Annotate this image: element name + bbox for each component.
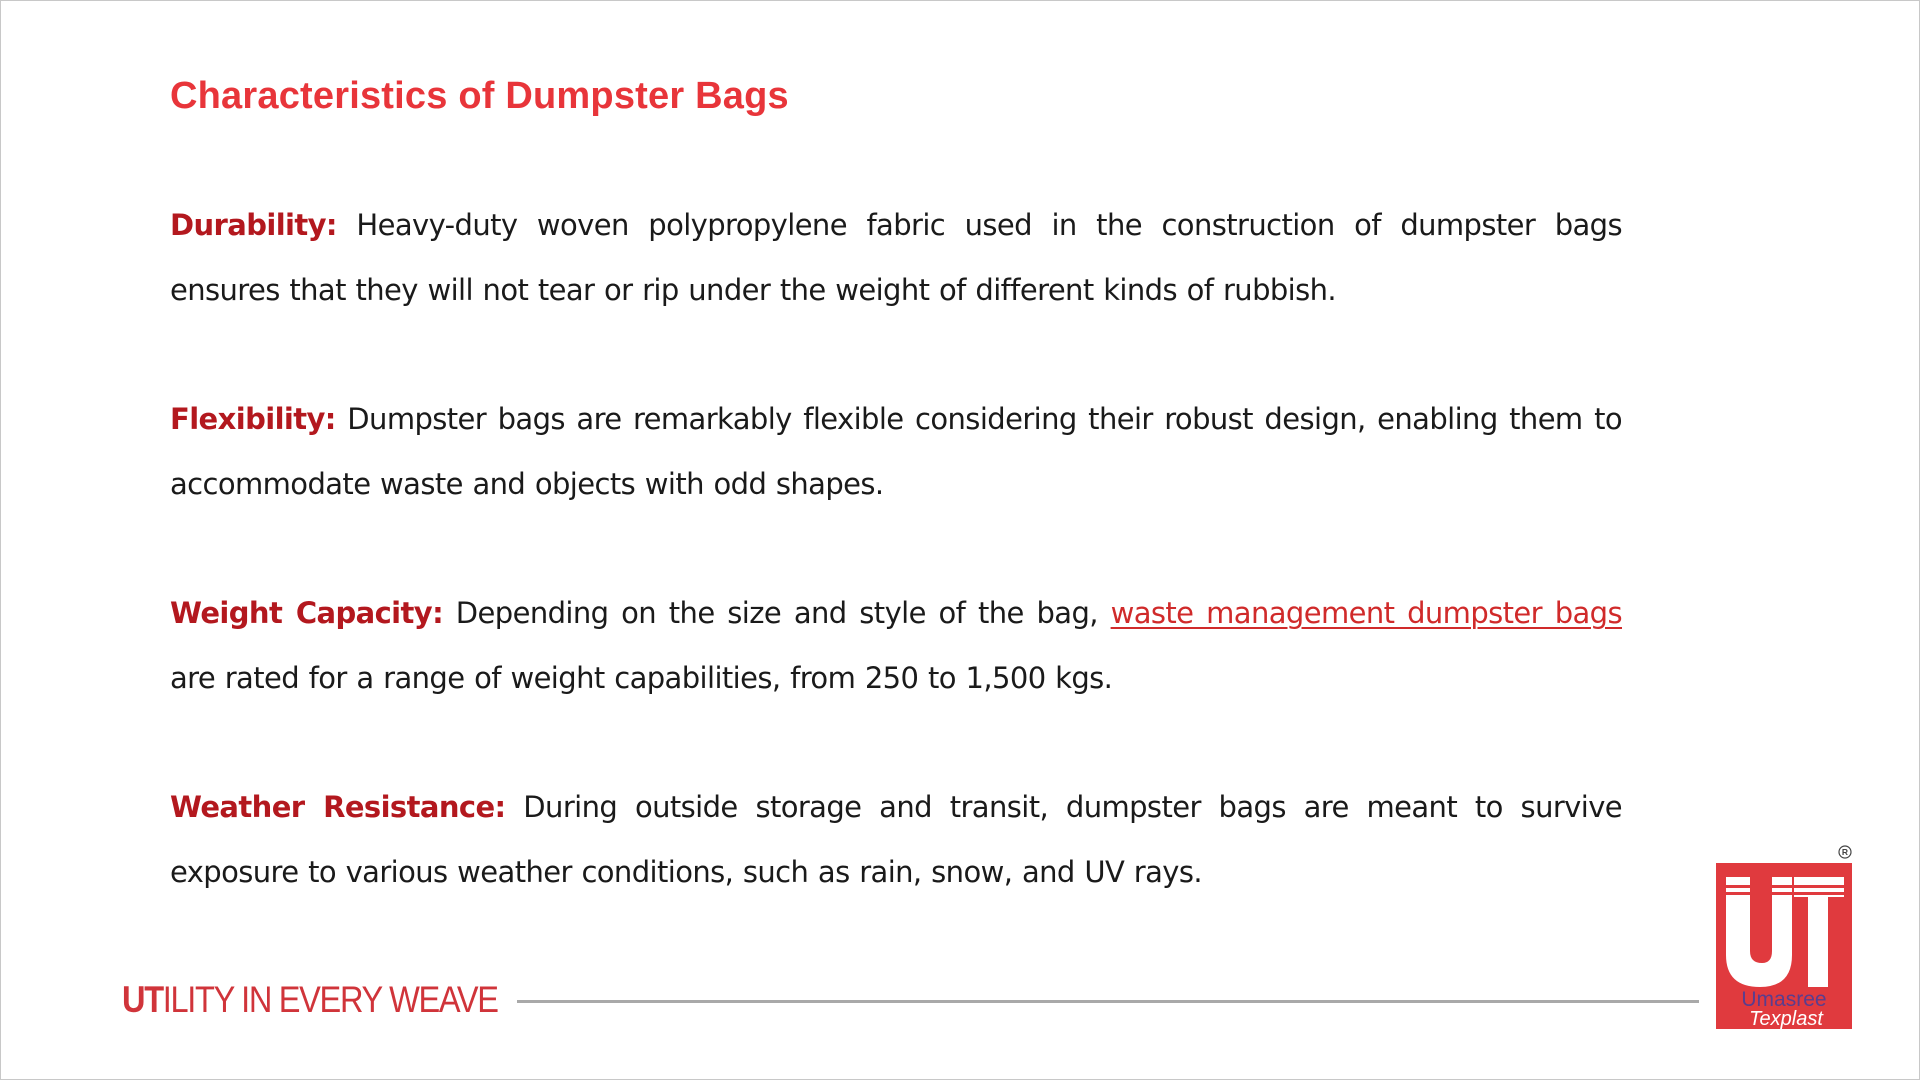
label-flexibility: Flexibility: <box>170 402 336 436</box>
label-weight-capacity: Weight Capacity: <box>170 596 444 630</box>
footer-tagline <box>122 979 498 1021</box>
registered-mark-icon <box>1838 845 1852 859</box>
text-durability: Heavy-duty woven polypropylene fabric used in the construction of dumpster bags ensures that they will not tear or rip under the weight of different kinds of rubbish. <box>170 208 1622 307</box>
dumpster-bags-link[interactable]: waste management dumpster bags <box>1110 596 1622 630</box>
logo-line1-text: Umasree <box>1741 988 1827 1011</box>
footer-divider <box>517 1000 1699 1003</box>
text-flexibility: Dumpster bags are remarkably flexible considering their robust design, enabling them to accommodate waste and objects with odd shapes. <box>170 402 1622 501</box>
slide-title: Characteristics of Dumpster Bags <box>170 75 789 117</box>
paragraph-weather-resistance <box>170 775 1622 905</box>
registered-mark-text: R <box>1841 847 1849 858</box>
logo-line2-text: Texplast <box>1749 1008 1823 1029</box>
label-durability: Durability: <box>170 208 337 242</box>
tagline-rest: ILITY IN EVERY WEAVE <box>162 979 498 1020</box>
logo-stripe-1 <box>1724 885 1846 888</box>
logo-stripe-2 <box>1724 892 1846 895</box>
text-weight-capacity-before: Depending on the size and style of the bag, <box>443 596 1111 630</box>
tagline-bold: UT <box>122 979 163 1020</box>
paragraph-durability <box>170 193 1622 323</box>
text-weather-resistance: During outside storage and transit, dumpster bags are meant to survive exposure to various weather conditions, such as rain, snow, and UV rays. <box>170 790 1622 889</box>
paragraph-weight-capacity <box>170 581 1622 711</box>
label-weather-resistance: Weather Resistance: <box>170 790 506 824</box>
paragraph-flexibility <box>170 387 1622 517</box>
content-body <box>170 193 1622 969</box>
text-weight-capacity-after: are rated for a range of weight capabilities, from 250 to 1,500 kgs. <box>170 661 1113 695</box>
company-logo <box>1716 863 1852 1029</box>
